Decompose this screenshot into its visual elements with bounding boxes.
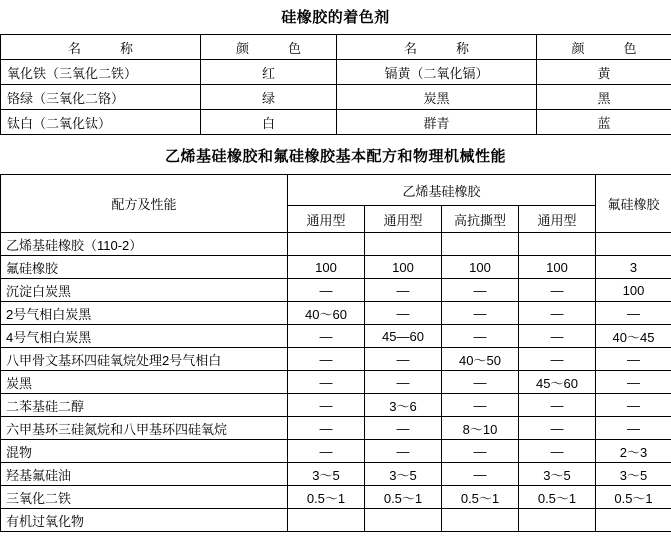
- cell-value: [288, 233, 365, 256]
- column-subheader-3: 高抗撕型: [442, 206, 519, 233]
- cell-value: 3～6: [365, 394, 442, 417]
- row-label: 二苯基硅二醇: [1, 394, 288, 417]
- cell-value: 0.5～1: [519, 486, 596, 509]
- row-label: 2号气相白炭黑: [1, 302, 288, 325]
- cell-value: —: [442, 279, 519, 302]
- cell-value: 45—60: [365, 325, 442, 348]
- cell-value: 45～60: [519, 371, 596, 394]
- cell-name-2: 炭黑: [337, 85, 537, 110]
- cell-name-2: 镉黄（二氧化镉）: [337, 60, 537, 85]
- cell-value: [519, 509, 596, 532]
- cell-value: —: [365, 348, 442, 371]
- row-label: 乙烯基硅橡胶（110-2）: [1, 233, 288, 256]
- cell-value: —: [288, 440, 365, 463]
- column-subheader-4: 通用型: [519, 206, 596, 233]
- page-title-2: 乙烯基硅橡胶和氟硅橡胶基本配方和物理机械性能: [164, 148, 506, 165]
- colorants-table: [0, 34, 671, 135]
- row-label: 有机过氧化物: [1, 509, 288, 532]
- cell-value: 0.5～1: [442, 486, 519, 509]
- cell-name-1: 钛白（二氧化钛）: [1, 110, 201, 135]
- cell-value: —: [596, 417, 671, 440]
- cell-value: 100: [519, 256, 596, 279]
- table-row: [1, 486, 671, 509]
- cell-value: [442, 233, 519, 256]
- cell-value: —: [365, 417, 442, 440]
- table-row: [1, 394, 671, 417]
- cell-value: [365, 233, 442, 256]
- cell-value: 100: [596, 279, 671, 302]
- column-group-header-vinyl: 乙烯基硅橡胶: [288, 175, 596, 206]
- column-header-color-1: 颜 色: [201, 35, 337, 60]
- cell-value: —: [288, 348, 365, 371]
- cell-name-2: 群青: [337, 110, 537, 135]
- cell-value: 3～5: [288, 463, 365, 486]
- cell-value: —: [519, 394, 596, 417]
- cell-value: 100: [442, 256, 519, 279]
- row-label: 沉淀白炭黑: [1, 279, 288, 302]
- column-header-color-2: 颜 色: [537, 35, 671, 60]
- row-label: 氟硅橡胶: [1, 256, 288, 279]
- table-row: [1, 279, 671, 302]
- row-label: 混物: [1, 440, 288, 463]
- cell-value: —: [596, 394, 671, 417]
- cell-value: —: [596, 302, 671, 325]
- column-subheader-2: 通用型: [365, 206, 442, 233]
- column-header-formulation: 配方及性能: [1, 175, 288, 233]
- cell-value: 100: [288, 256, 365, 279]
- cell-value: —: [365, 279, 442, 302]
- page-title-1: 硅橡胶的着色剂: [281, 9, 390, 26]
- cell-value: 40～60: [288, 302, 365, 325]
- cell-value: 3: [596, 256, 671, 279]
- cell-value: —: [442, 394, 519, 417]
- cell-value: —: [288, 279, 365, 302]
- column-header-name-1: 名 称: [1, 35, 201, 60]
- cell-color-2: 黑: [537, 85, 671, 110]
- cell-value: —: [288, 371, 365, 394]
- table-row: [1, 509, 671, 532]
- row-label: 八甲骨文基环四硅氧烷处理2号气相白: [1, 348, 288, 371]
- column-header-name-2: 名 称: [337, 35, 537, 60]
- table-row: [1, 110, 671, 135]
- table-row-header: [1, 35, 671, 60]
- cell-value: —: [365, 302, 442, 325]
- cell-value: —: [365, 440, 442, 463]
- table-row: [1, 233, 671, 256]
- table-row: [1, 85, 671, 110]
- table-row: [1, 60, 671, 85]
- cell-color-1: 绿: [201, 85, 337, 110]
- table-row: [1, 371, 671, 394]
- cell-value: —: [596, 348, 671, 371]
- table-row: [1, 348, 671, 371]
- row-label: 4号气相白炭黑: [1, 325, 288, 348]
- cell-value: [519, 233, 596, 256]
- cell-value: —: [519, 325, 596, 348]
- cell-value: 0.5～1: [288, 486, 365, 509]
- cell-value: —: [442, 371, 519, 394]
- table-row: [1, 256, 671, 279]
- cell-value: 100: [365, 256, 442, 279]
- cell-value: 0.5～1: [365, 486, 442, 509]
- cell-color-1: 白: [201, 110, 337, 135]
- cell-value: —: [519, 279, 596, 302]
- cell-value: [365, 509, 442, 532]
- row-label: 三氧化二铁: [1, 486, 288, 509]
- cell-value: 3～5: [519, 463, 596, 486]
- table-row: [1, 463, 671, 486]
- cell-value: —: [442, 463, 519, 486]
- cell-color-1: 红: [201, 60, 337, 85]
- cell-value: —: [442, 302, 519, 325]
- table-row: [1, 302, 671, 325]
- cell-value: —: [519, 417, 596, 440]
- cell-value: —: [519, 440, 596, 463]
- cell-value: [288, 509, 365, 532]
- cell-value: —: [519, 302, 596, 325]
- cell-value: —: [288, 325, 365, 348]
- formulation-table: [0, 174, 671, 532]
- cell-value: 40～45: [596, 325, 671, 348]
- cell-value: 2～3: [596, 440, 671, 463]
- cell-value: [596, 509, 671, 532]
- row-label: 炭黑: [1, 371, 288, 394]
- table-header-row-top: [1, 175, 671, 206]
- row-label: 六甲基环三硅氮烷和八甲基环四硅氧烷: [1, 417, 288, 440]
- cell-value: —: [442, 325, 519, 348]
- cell-value: —: [596, 371, 671, 394]
- cell-value: 8～10: [442, 417, 519, 440]
- row-label: 羟基氟硅油: [1, 463, 288, 486]
- cell-value: —: [288, 417, 365, 440]
- cell-value: 40～50: [442, 348, 519, 371]
- cell-value: —: [288, 394, 365, 417]
- cell-name-1: 氧化铁（三氧化二铁）: [1, 60, 201, 85]
- table-row: [1, 417, 671, 440]
- cell-color-2: 黄: [537, 60, 671, 85]
- cell-value: —: [365, 371, 442, 394]
- column-subheader-1: 通用型: [288, 206, 365, 233]
- column-header-fluorosilicone: 氟硅橡胶: [596, 175, 671, 233]
- table-row: [1, 440, 671, 463]
- cell-value: 3～5: [365, 463, 442, 486]
- cell-value: —: [442, 440, 519, 463]
- cell-value: —: [519, 348, 596, 371]
- table-row: [1, 325, 671, 348]
- cell-value: [442, 509, 519, 532]
- cell-value: 3～5: [596, 463, 671, 486]
- cell-color-2: 蓝: [537, 110, 671, 135]
- cell-value: 0.5～1: [596, 486, 671, 509]
- cell-value: [596, 233, 671, 256]
- cell-name-1: 铬绿（三氧化二铬）: [1, 85, 201, 110]
